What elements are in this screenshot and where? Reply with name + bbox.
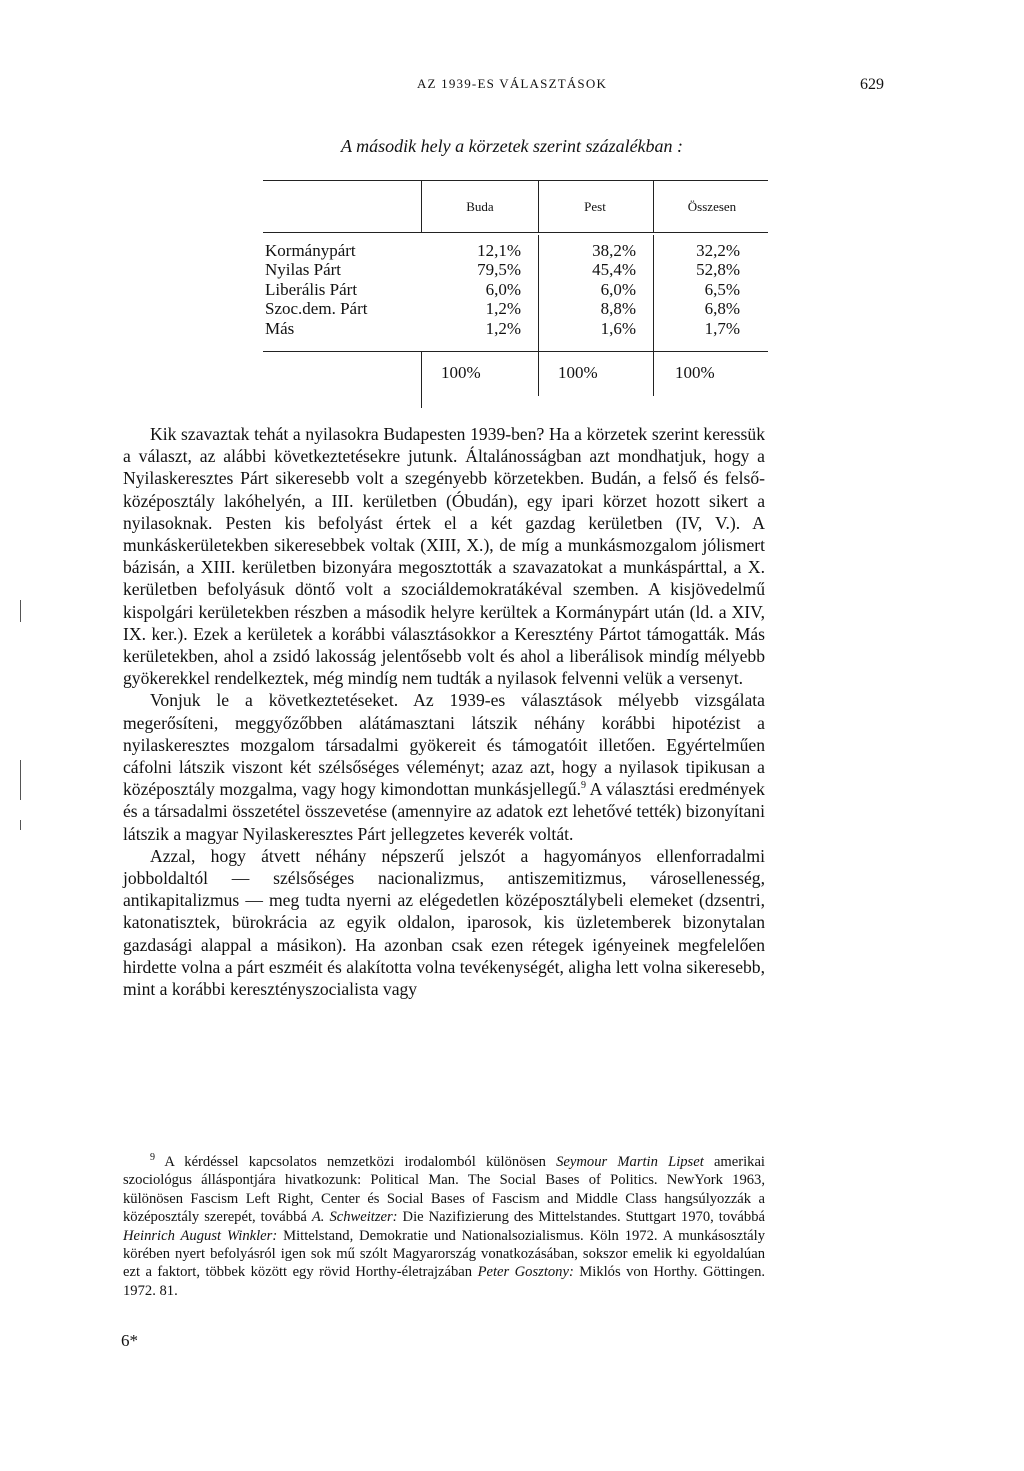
table-divider <box>538 351 539 396</box>
table-cell: 52,8% <box>696 260 740 279</box>
table-cell: 32,2% <box>696 241 740 260</box>
total-cell: 100% <box>675 363 715 382</box>
footnote-number: 9 <box>150 1152 155 1164</box>
running-head: AZ 1939-ES VÁLASZTÁSOK <box>416 76 608 91</box>
footnote-author: Heinrich August Winkler: <box>123 1227 278 1244</box>
table-cell: 45,4% <box>592 260 636 279</box>
row-label: Nyilas Párt <box>265 260 342 279</box>
table-cell: 79,5% <box>477 260 521 279</box>
footnote <box>123 1153 765 1300</box>
paragraph: Kik szavaztak tehát a nyilasokra Budapesten 1939-ben? Ha a körzetek szerint keressük a választ, az alábbi következtetésekre jutunk. Általánosságban azt mondhatjuk, hogy a Nyilaskeresztes Párt sikeresebb volt a szegényebb körzetekben. Budán, a felső és felső-középosztály lakóhelyén, a III. kerületben (Óbudán), egy ipari körzet hozott sikert a nyilasoknak. Pesten kis befolyást értek el a két gazdag kerületben (IV, V.). A munkáskerületekben sikeresebbek voltak (XIII, X.), de míg a munkásmozgalom jólismert bázisán, a XIII. kerületben bizonyára megosztották a szavazatokat a munkáspárttal, a X. kerületben befolyásuk döntő volt a szociáldemokratákéval szemben. A kisjövedelmű kispolgári kerületekben részben a második helyre kerültek a Kormánypárt után (ld. a XIV, IX. ker.). Ezek a kerületek a korábbi választásokkor a Keresztény Pártot támogatták. Más kerületekben, ahol a zsidó lakosság jelentősebb volt és ahol a liberálisok mindíg mélyebb gyökerekkel rendelkeztek, még mindíg nem tudták a nyilasok felvenni velük a versenyt. <box>123 424 765 689</box>
footnote-text: A kérdéssel kapcsolatos nemzetközi irodalomból különösen <box>155 1154 557 1170</box>
column-header-osszesen: Összesen <box>687 199 737 214</box>
table-cell: 8,8% <box>600 299 636 318</box>
paragraph-part: A választási eredmények és a társadalmi összetétel összevetése (amennyire az adatok ezt lehetővé tették) bizonyítani látszik a magyar Nyilaskeresztes Párt jellegzetes keverék voltát. <box>123 779 765 844</box>
body-text <box>123 423 765 1000</box>
signature-mark: 6* <box>121 1331 138 1350</box>
table-rule-top <box>263 180 768 181</box>
footnote-author: Seymour Martin Lipset <box>556 1154 704 1170</box>
footnote-text: Die Nazifizierung des Mittelstandes. Stuttgart 1970, továbbá <box>397 1209 765 1226</box>
page-number: 629 <box>860 76 884 93</box>
total-cell: 100% <box>558 363 598 382</box>
paragraph <box>123 689 765 844</box>
scan-mark <box>20 820 21 830</box>
table-divider <box>538 235 539 353</box>
footnote-author: A. Schweitzer: <box>311 1209 398 1226</box>
column-header-pest: Pest <box>584 199 606 214</box>
scan-mark <box>20 760 21 800</box>
table-cell: 1,2% <box>485 299 521 318</box>
table-cell: 38,2% <box>592 241 636 260</box>
table-rule-bottom <box>263 351 768 352</box>
table-cell: 12,1% <box>477 241 521 260</box>
table-cell: 1,2% <box>485 319 521 338</box>
footnote-text: Mittelstand, Demokratie und Nationalsozialismus. Köln 1972. A munkásosztály körében nyert befolyásról igen sok mű szólt Magyarország vonatkozásában, sokszor emelik ki egyoldalúan ezt a faktort, többek között egy rövid Horthy-életrajzában <box>123 1227 765 1281</box>
table-divider <box>653 351 654 396</box>
row-label: Kormánypárt <box>265 241 356 260</box>
table-divider <box>653 235 654 353</box>
total-cell: 100% <box>441 363 481 382</box>
table-cell: 1,6% <box>600 319 636 338</box>
row-label: Liberális Párt <box>265 280 358 299</box>
footnote-text: Miklós von Horthy. Göttingen. 1972. 81. <box>123 1264 766 1299</box>
table-cell: 6,5% <box>704 280 740 299</box>
paragraph: Azzal, hogy átvett néhány népszerű jelszót a hagyományos ellenforradalmi jobboldaltól — szélsőséges nacionalizmus, antiszemitizmus, városellenesség, antikapitalizmus — meg tudta nyerni az elégedetlen középosztálybeli elemeket (dzsentri, katonatisztek, bürokrácia az egyik oldalon, iparosok, kis üzletemberek bizonytalan gazdasági alappal a másikon). Ha azonban csak ezen rétegek igényeinek megfelelően hirdette volna a párt eszméit és alakította volna tevékenységét, aligha lett volna sikeresebb, mint a korábbi keresztényszocialista vagy <box>123 845 765 1000</box>
row-label: Szoc.dem. Párt <box>265 299 368 318</box>
footnote-author: Peter Gosztony: <box>477 1264 574 1281</box>
scan-mark <box>20 600 21 622</box>
table-cell: 6,8% <box>704 299 740 318</box>
table-divider <box>421 351 422 408</box>
table-title: A második hely a körzetek szerint százalékban : <box>340 136 684 156</box>
table-cell: 6,0% <box>485 280 521 299</box>
row-label: Más <box>265 319 295 338</box>
table-cell: 1,7% <box>704 319 740 338</box>
table-cell: 6,0% <box>600 280 636 299</box>
footnote-text: amerikai szociológus álláspontjára hivatkozunk: Political Man. The Social Bases of Politics. NewYork 1963, különösen Fascism Left Right, Center és Social Bases of Fascism and Middle Class hangsúlyozzák a középosztály szerepét, továbbá <box>123 1154 765 1226</box>
column-header-buda: Buda <box>466 199 494 214</box>
paragraph-part: Vonjuk le a következtetéseket. Az 1939-es választások mélyebb vizsgálata megerősíteni, meggyőzőbben alátámasztani látszik néhány korábbi hipotézist a nyilaskeresztes mozgalom társadalmi gyökereit és támogatóit illetően. Egyértelműen cáfolni látszik viszont két szélsőséges véleményt; azaz azt, hogy a nyilasok tipikusan a középosztály mozgalma, vagy hogy kimondottan munkásjellegű. <box>123 690 765 800</box>
table-rule-mid <box>263 232 768 233</box>
footnote-ref: 9 <box>580 780 586 792</box>
